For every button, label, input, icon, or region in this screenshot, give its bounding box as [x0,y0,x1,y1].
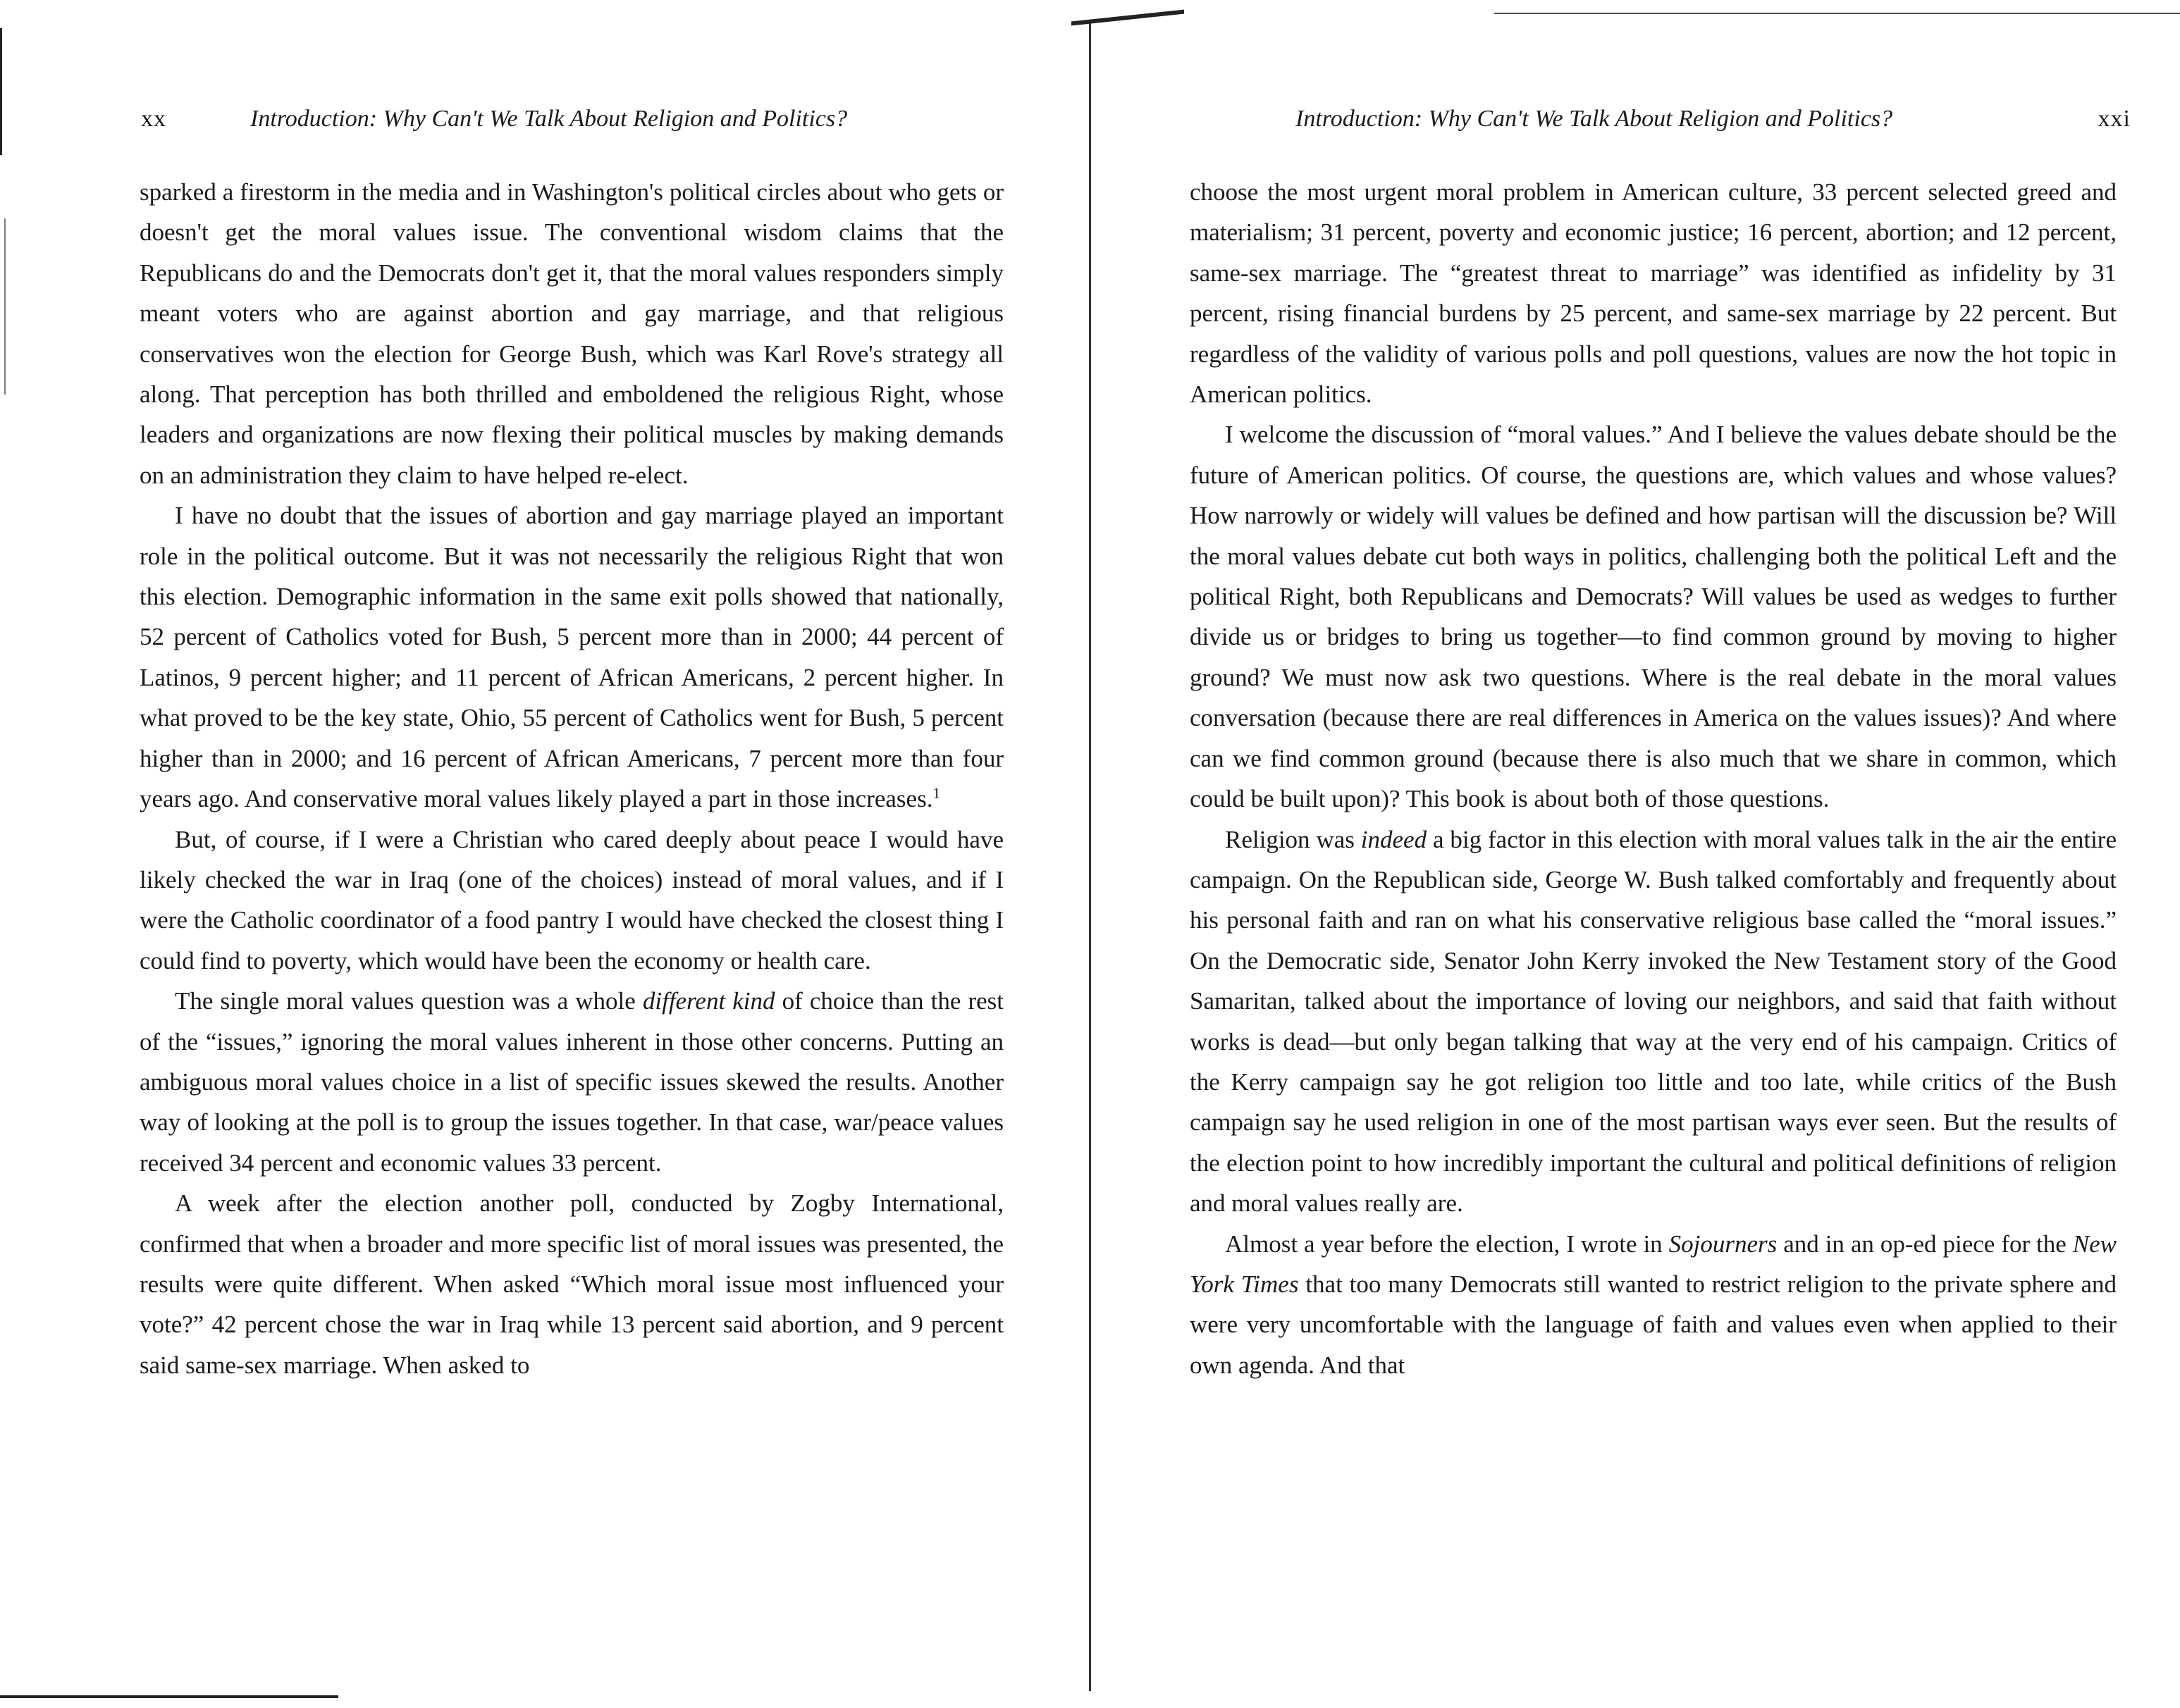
left-running-head [141,106,1008,148]
text-run: I have no doubt that the issues of abortion and gay marriage played an important role in the political outcome. But it was not necessarily the religious Right that won this election. Demographic information in the same exit polls showed that nationally, 52 percent of Catholics voted for Bush, 5 percent more than in 2000; 44 percent of Latinos, 9 percent higher; and 11 percent of African Americans, 2 percent higher. In what proved to be the key state, Ohio, 55 percent of Catholics went for Bush, 5 percent higher than in 2000; and 16 percent of African Americans, 7 percent more than four years ago. And conservative moral values likely played a part in those increases. [140,502,1004,813]
text-run: of choice than the rest of the “issues,” ignoring the moral values inherent in those other concerns. Putting an ambiguous moral values choice in a list of specific issues skewed the results. Another way of looking at the poll is to group the issues together. In that case, war/peace values received 34 percent and economic values 33 percent. [140,987,1004,1177]
body-paragraph [140,1183,1004,1385]
text-run: that too many Democrats still wanted to restrict religion to the private sphere and were very uncomfortable with the language of faith and values even when applied to their own agenda. And that [1190,1270,2117,1379]
italic-phrase: Sojourners [1668,1230,1778,1258]
right-running-head [1295,106,2131,148]
running-head-title: Introduction: Why Can't We Talk About Religion and Politics? [1295,106,1893,132]
italic-phrase: New York Times [1190,1230,2117,1298]
right-page [1091,0,2180,1708]
text-run: Almost a year before the election, I wrote in [1225,1230,1669,1258]
footnote-marker[interactable]: 1 [932,784,940,802]
text-run: and in an op-ed piece for the [1777,1230,2073,1258]
body-paragraph [140,819,1004,982]
text-run: The single moral values question was a whole [175,987,643,1015]
body-paragraph [1190,414,2117,819]
text-run: I welcome the discussion of “moral values.” And I believe the values debate should be the future of American politics. Of course, the questions are, which values and whose values? How narrowly or widely will values be defined and how partisan will the discussion be? Will the moral values debate cut both ways in politics, challenging both the political Left and the political Right, both Republicans and Democrats? Will values be used as wedges to further divide us or bridges to bring us together—to find common ground by moving to higher ground? We must now ask two questions. Where is the real debate in the moral values conversation (because there are real differences in America on the values issues)? And where can we find common ground (because there is also much that we share in common, which could be built upon)? This book is about both of those questions. [1190,421,2117,813]
body-paragraph [140,495,1004,819]
body-paragraph [1190,172,2117,414]
left-page [0,0,1085,1708]
running-head-title: Introduction: Why Can't We Talk About Religion and Politics? [250,106,848,132]
italic-phrase: different kind [642,987,775,1015]
body-paragraph [140,981,1004,1183]
page-number: xxi [2098,106,2131,132]
page-number: xx [141,106,166,132]
text-run: a big factor in this election with moral values talk in the air the entire campaign. On the Republican side, George W. Bush talked comfortably and frequently about his personal faith and ran on what his conservative religious base called the “moral issues.” On the Democratic side, Senator John Kerry invoked the New Testament story of the Good Samaritan, talked about the importance of loving our neighbors, and said that faith without works is dead—but only began talking that way at the very end of his campaign. Critics of the Kerry campaign say he got religion too little and too late, while critics of the Bush campaign say he used religion in one of the most partisan ways ever seen. But the results of the election point to how incredibly important the cultural and political definitions of religion and moral values really are. [1190,825,2117,1218]
text-run: A week after the election another poll, conducted by Zogby International, confirmed that when a broader and more specific list of moral issues was presented, the results were quite different. When asked “Which moral issue most influenced your vote?” 42 percent chose the war in Iraq while 13 percent said abortion, and 9 percent said same-sex marriage. When asked to [140,1189,1004,1379]
right-body-text [1190,172,2117,1385]
text-run: choose the most urgent moral problem in American culture, 33 percent selected greed and materialism; 31 percent, poverty and economic justice; 16 percent, abortion; and 12 percent, same-sex marriage. The “greatest threat to marriage” was identified as infidelity by 31 percent, rising financial burdens by 25 percent, and same-sex marriage by 22 percent. But regardless of the validity of various polls and poll questions, values are now the hot topic in American politics. [1190,178,2117,409]
body-paragraph [140,172,1004,495]
text-run: But, of course, if I were a Christian who cared deeply about peace I would have likely checked the war in Iraq (one of the choices) instead of moral values, and if I were the Catholic coordinator of a food pantry I would have checked the closest thing I could find to poverty, which would have been the economy or health care. [140,825,1004,974]
left-body-text [140,172,1004,1385]
text-run: Religion was [1225,825,1361,853]
italic-phrase: indeed [1360,825,1427,853]
body-paragraph [1190,1224,2117,1386]
text-run: sparked a firestorm in the media and in Washington's political circles about who gets or doesn't get the moral values issue. The conventional wisdom claims that the Republicans do and the Democrats don't get it, that the moral values responders simply meant voters who are against abortion and gay marriage, and that religious conservatives won the election for George Bush, which was Karl Rove's strategy all along. That perception has both thrilled and emboldened the religious Right, whose leaders and organizations are now flexing their political muscles by making demands on an administration they claim to have helped re-elect. [140,178,1004,489]
body-paragraph [1190,819,2117,1224]
